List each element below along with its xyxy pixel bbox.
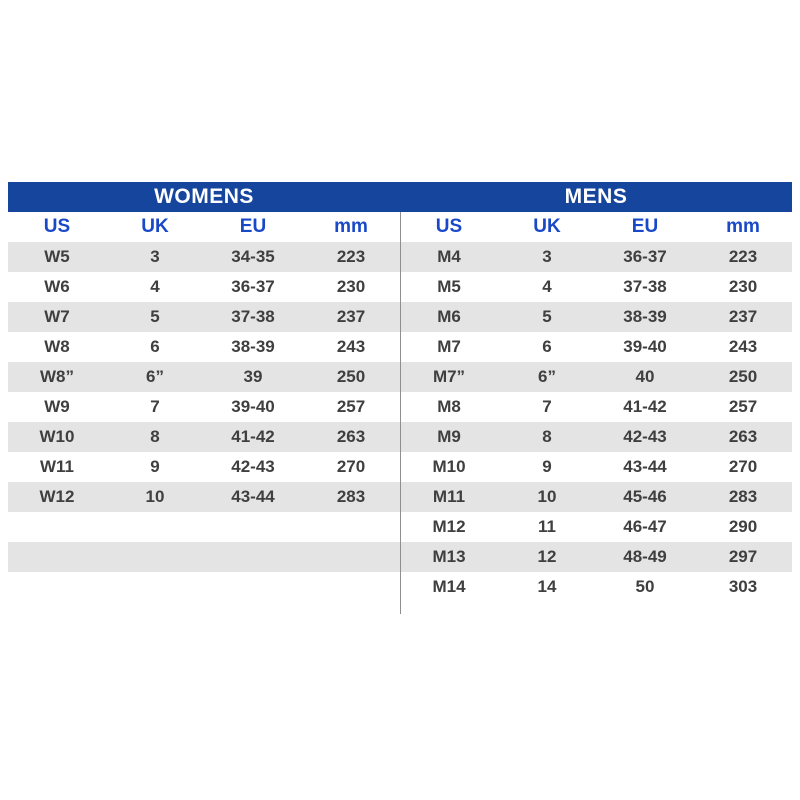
size-cell: 230 [728,277,758,296]
size-cell: 3 [150,247,160,266]
size-cell: 37-38 [623,277,667,296]
size-cell: 237 [728,307,758,326]
size-cell: W12 [39,487,75,506]
size-cell: M9 [437,427,461,446]
size-cell: 243 [728,337,758,356]
size-cell: 6” [538,367,556,386]
size-cell: 270 [728,457,758,476]
size-cell: 283 [336,487,366,506]
size-cell: 42-43 [231,457,275,476]
column-label: UK [533,216,561,237]
size-cell: 14 [537,577,557,596]
size-cell: W8 [44,337,70,356]
size-cell: 250 [728,367,758,386]
size-cell: 34-35 [231,247,275,266]
table-divider [400,212,401,614]
size-cell: 46-47 [623,517,667,536]
column-label: mm [334,216,368,237]
size-cell: 5 [542,307,552,326]
size-cell: M12 [432,517,466,536]
size-cell: 270 [336,457,366,476]
size-cell: 223 [336,247,366,266]
size-cell: M5 [437,277,461,296]
size-cell: 48-49 [623,547,667,566]
size-cell: M4 [437,247,461,266]
size-cell: W11 [39,457,75,476]
size-cell: M7” [432,367,466,386]
size-cell: 9 [542,457,552,476]
size-cell: 263 [728,427,758,446]
size-cell: M8 [437,397,461,416]
shoe-size-chart [8,182,792,602]
size-cell: 263 [336,427,366,446]
size-cell: M10 [432,457,466,476]
size-cell: 257 [728,397,758,416]
column-label: US [43,216,71,237]
size-cell: 39-40 [623,337,667,356]
size-cell: 230 [336,277,366,296]
size-cell: 41-42 [231,427,275,446]
size-cell: 43-44 [231,487,275,506]
size-cell: 290 [728,517,758,536]
size-cell: 8 [150,427,160,446]
size-cell: 10 [537,487,557,506]
size-cell: 303 [728,577,758,596]
size-cell: 9 [150,457,160,476]
size-cell: M14 [432,577,466,596]
size-cell: 223 [728,247,758,266]
size-cell: 6 [542,337,552,356]
size-cell: 7 [542,397,552,416]
size-cell: 243 [336,337,366,356]
column-label: UK [141,216,169,237]
size-cell: 4 [542,277,552,296]
size-cell: 5 [150,307,160,326]
size-cell: 11 [538,517,556,536]
size-cell: M13 [432,547,466,566]
column-label: EU [239,216,267,237]
size-cell: 7 [150,397,160,416]
size-cell: 39 [243,367,263,386]
size-cell: 6” [146,367,164,386]
mens-section-title: MENS [564,185,628,208]
size-cell: W9 [44,397,70,416]
size-cell: 36-37 [623,247,667,266]
size-cell: 257 [336,397,366,416]
size-cell: W10 [39,427,75,446]
size-cell: 37-38 [231,307,275,326]
size-cell: W7 [44,307,70,326]
section-title-bar [8,182,792,212]
size-cell: M11 [432,487,466,506]
size-cell: 36-37 [231,277,275,296]
size-cell: 50 [635,577,655,596]
size-cell: 283 [728,487,758,506]
womens-section-title: WOMENS [154,185,254,208]
size-cell: 237 [336,307,366,326]
size-cell: 42-43 [623,427,667,446]
size-cell: W8” [40,367,74,386]
size-cell: 38-39 [231,337,275,356]
size-cell: 10 [145,487,165,506]
size-cell: 12 [537,547,557,566]
size-cell: 6 [150,337,160,356]
size-cell: 45-46 [623,487,667,506]
size-cell: M6 [437,307,461,326]
size-cell: 43-44 [623,457,667,476]
size-cell: 8 [542,427,552,446]
size-cell: 41-42 [623,397,667,416]
size-cell: W6 [44,277,70,296]
column-label: US [435,216,463,237]
size-cell: 4 [150,277,160,296]
size-cell: 250 [336,367,366,386]
size-cell: 297 [728,547,758,566]
size-cell: W5 [44,247,70,266]
column-label: mm [726,216,760,237]
size-cell: 39-40 [231,397,275,416]
size-cell: 3 [542,247,552,266]
size-cell: 38-39 [623,307,667,326]
size-cell: M7 [437,337,461,356]
column-label: EU [631,216,659,237]
size-cell: 40 [635,367,655,386]
